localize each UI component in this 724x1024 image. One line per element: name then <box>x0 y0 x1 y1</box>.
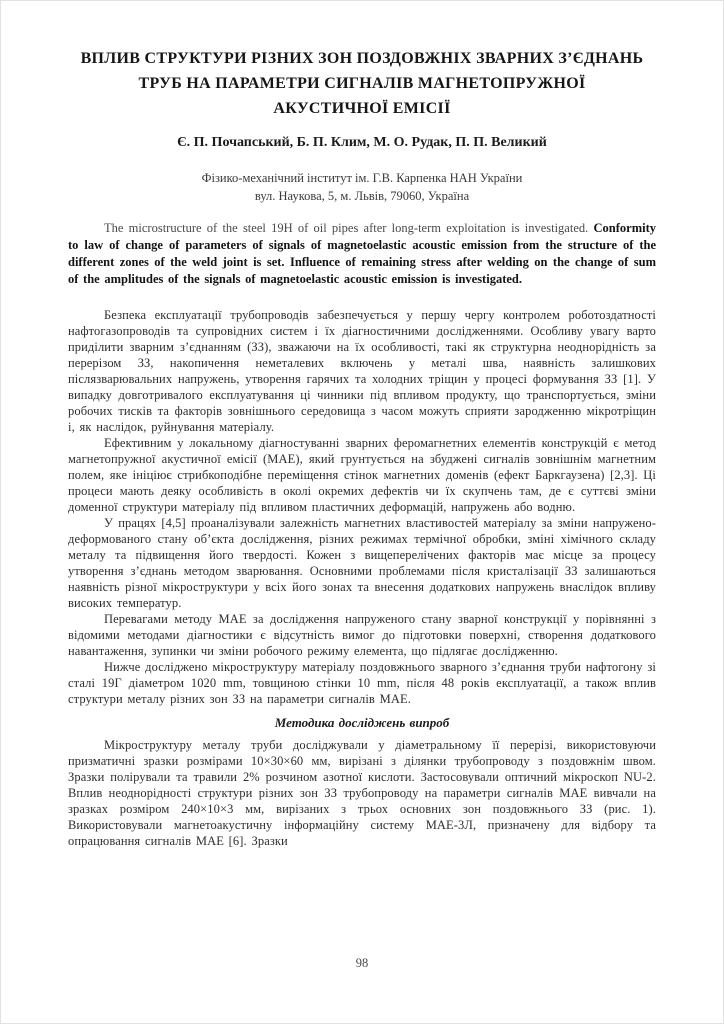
paragraph-methodology: Мікроструктуру металу труби досліджували у діаметральному її перерізі, використовуючи призматичні зразки розмірами 10×30×60 мм, вирізані з ділянки трубопроводу з поздовжнім швом. Зразки полірували та травили 2% розчином азотної кислоти. Застосовували оптичний мікроскоп NU-2. Вплив неоднорідності структури різних зон ЗЗ трубопроводу на параметри сигналів МАЕ вивчали на зразках розміром 240×10×3 мм, вирізаних з трьох основних зон поздовжнього ЗЗ (рис. 1). Використовували магнетоакустичну інформаційну систему МАЕ-3Л, призначену для відбору та опрацювання сигналів МАЕ [6]. Зразки <box>68 738 656 848</box>
paragraph-study-object: Нижче досліджено мікроструктуру матеріалу поздовжнього зварного з’єднання труби нафтогону зі сталі 19Г діаметром 1020 mm, товщиною стінки 10 mm, після 48 років експлуатації, а також вплив структури металу різних зон ЗЗ на параметри сигналів МАЕ. <box>68 660 656 706</box>
affiliation <box>68 169 656 205</box>
paragraph-mae-method: Ефективним у локальному діагностуванні зварних феромагнетних елементів конструкцій є метод магнетопружної акустичної емісії (МАЕ), який грунтується на збуджені сигналів зовнішнім магнетним полем, яке ініціює стрибкоподібне переміщення стінок магнетних доменів (ефект Баркгаузена) [2,3]. Ці процеси мають деяку особливість в околі окремих дефектів чи їх скупчень там, де є суттєві зміни доменної структури матеріалу під впливом пластичних деформацій, напружень або водню. <box>68 436 656 514</box>
article-title-line-3: АКУСТИЧНОЇ ЕМІСІЇ <box>273 100 451 117</box>
article-title <box>68 46 656 121</box>
paragraph-mae-advantages: Перевагами методу МАЕ за дослідження напруженого стану зварної конструкції у порівнянні з відомими методами діагностики є відсутність вимог до підготовки поверхні, створення додаткового навантаження, зупинки чи зміни робочого режиму елемента, що підлягає дослідженню. <box>68 612 656 658</box>
paragraph-magnetic-properties: У працях [4,5] проаналізували залежність магнетних властивостей матеріалу за зміни напружено-деформованого стану об’єкта дослідження, різних режимах термічної обробки, зміні хімічного складу металу та підвищення його твердості. Кожен з вищеперелічених факторів має місце за процесу утворення з’єднань методом зварювання. Основними проблемами після кристалізації ЗЗ залишаються наявність різної мікроструктури у всіх його зонах та внесення додаткових напружень внаслідок впливу високих температур. <box>68 516 656 610</box>
paragraph-intro-safety: Безпека експлуатації трубопроводів забезпечується у першу чергу контролем роботоздатності нафтогазопроводів та супровідних систем і їх діагностичними дослідженнями. Особливу увагу варто приділити зварним з’єднанням (ЗЗ), зважаючи на їх особливості, такі як структурна неоднорідність за перерізом ЗЗ, накопичення неметалевих включень у металі шва, наявність залишкових післязварювальних напружень, утворення гарячих та холодних тріщин у процесі формування ЗЗ [1]. У випадку довготривалого експлуатування ці чинники під впливом продукту, що транспортується, зміни робочих тисків та факторів зовнішнього середовища з часом можуть сприяти зародженню мікротріщин і, як наслідок, руйнування матеріалу. <box>68 308 656 434</box>
article-title-line-1: ВПЛИВ СТРУКТУРИ РІЗНИХ ЗОН ПОЗДОВЖНІХ ЗВАРНИХ З’ЄДНАНЬ <box>80 50 644 67</box>
article-title-line-2: ТРУБ НА ПАРАМЕТРИ СИГНАЛІВ МАГНЕТОПРУЖНОЇ <box>138 75 586 92</box>
affiliation-institute: Фізико-механічний інститут ім. Г.В. Карпенка НАН України <box>201 171 523 185</box>
page-number: 98 <box>355 956 369 970</box>
section-heading-methodology: Методика досліджень випроб <box>274 715 450 730</box>
authors-line: Є. П. Почапський, Б. П. Клим, М. О. Рудак, П. П. Великий <box>177 135 547 150</box>
abstract-lead-sentence: The microstructure of the steel 19H of oil pipes after long-term exploitation is investigated. <box>104 221 594 235</box>
affiliation-address: вул. Наукова, 5, м. Львів, 79060, Україна <box>254 189 470 203</box>
abstract <box>68 220 656 288</box>
abstract-emphasis-text: Conformity to law of change of parameters of signals of magnetoelastic acoustic emission from the structure of the different zones of the weld joint is set. Influence of remaining stress after welding on the change of sum of the amplitudes of the signals of magnetoelastic acoustic emission is investigated. <box>68 221 656 286</box>
